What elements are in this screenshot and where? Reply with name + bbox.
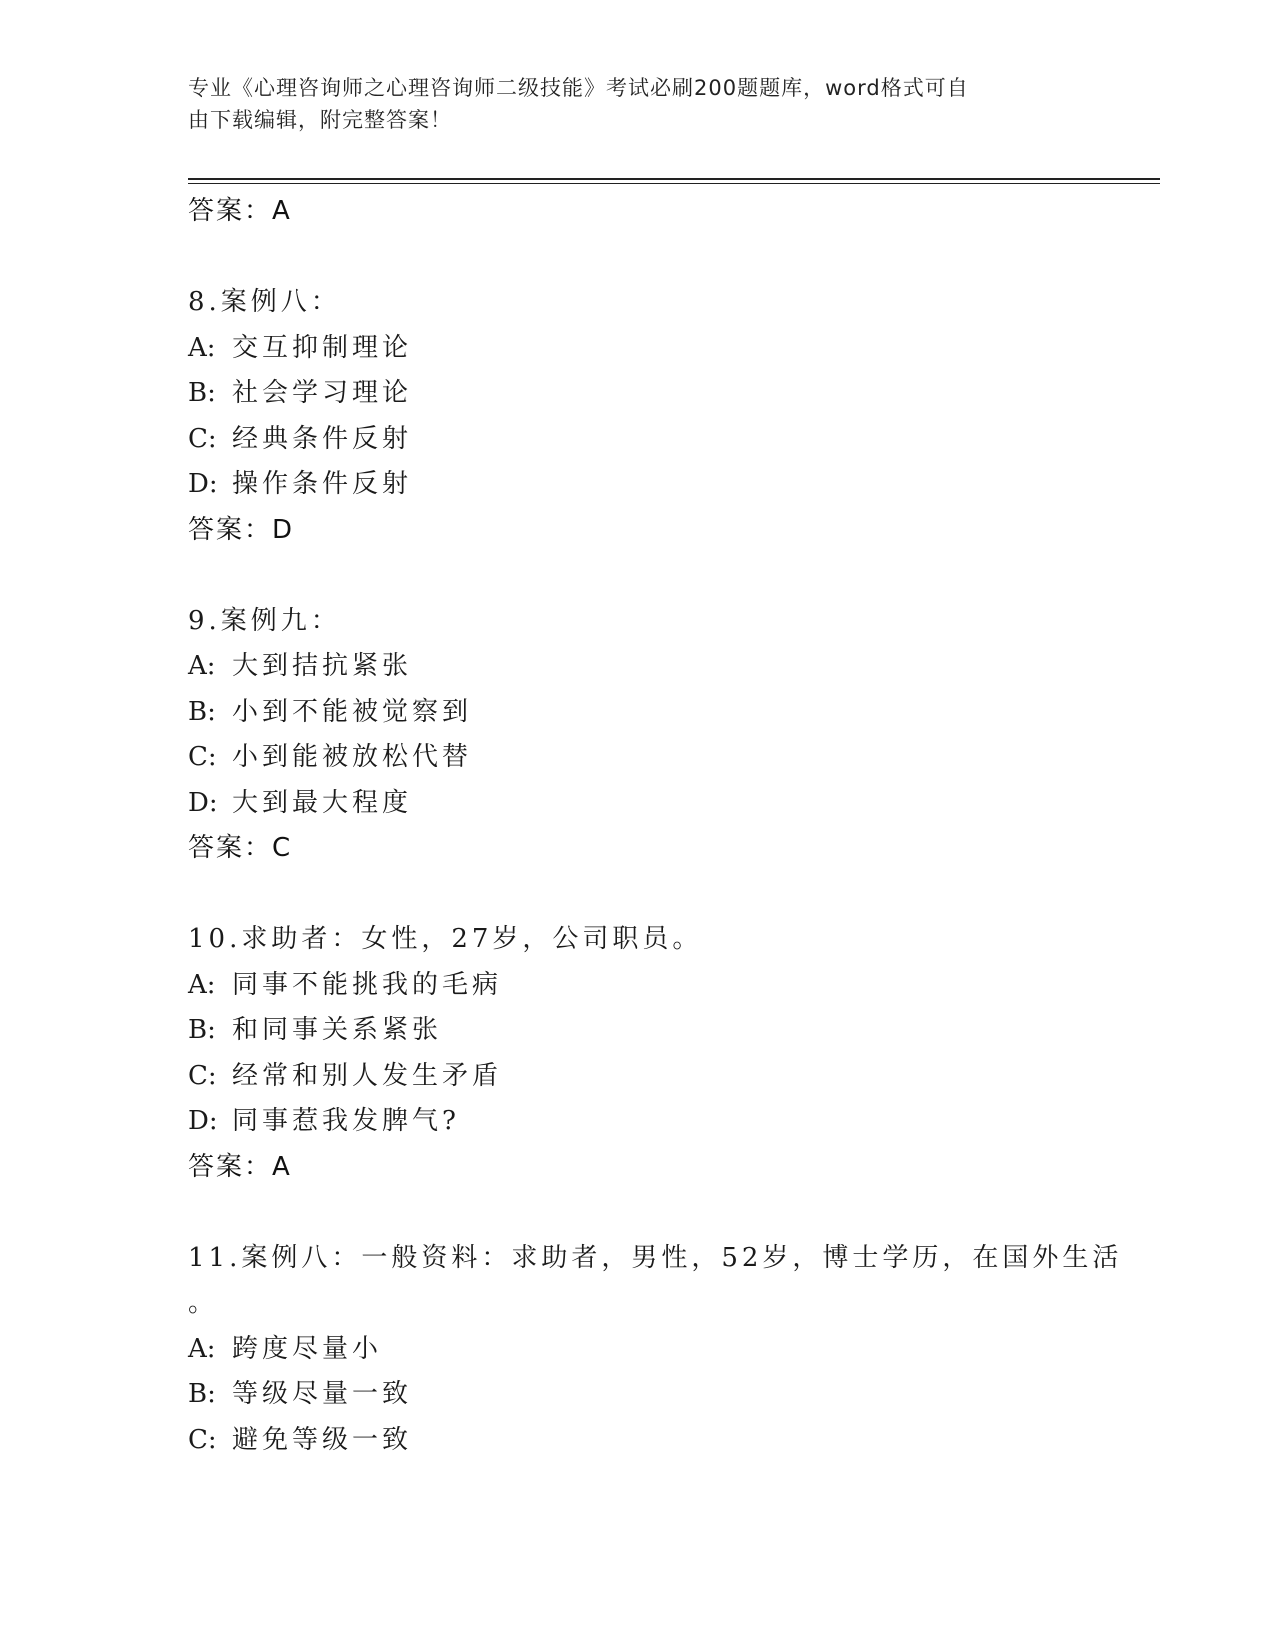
option-text: 大到拮抗紧张 (232, 651, 413, 681)
option-item (188, 1008, 1138, 1054)
answer-value: A (272, 196, 292, 226)
option-key: C: (188, 423, 217, 454)
spacer (188, 1190, 1138, 1236)
option-text: 跨度尽量小 (232, 1333, 383, 1364)
question-title-continuation: 。 (188, 1288, 219, 1318)
answer-value: A (272, 1151, 292, 1182)
header-divider-thin (188, 183, 1160, 184)
answer-line (188, 826, 1138, 872)
answer-label: 答案： (188, 833, 273, 863)
header-line-2: 由下载编辑，附完整答案！ (188, 108, 452, 132)
option-item (188, 963, 1138, 1009)
option-item (188, 735, 1138, 781)
option-text: 同事不能挑我的毛病 (232, 969, 503, 1000)
answer-line (188, 189, 1138, 235)
option-key: C: (188, 1424, 217, 1455)
option-text: 社会学习理论 (232, 378, 413, 408)
option-item (188, 1372, 1138, 1418)
option-key: B: (188, 1015, 216, 1045)
option-item (188, 1418, 1138, 1464)
option-key: D: (188, 787, 218, 818)
option-text: 和同事关系紧张 (232, 1015, 443, 1045)
question-title: 10.求助者：女性，27岁，公司职员。 (188, 924, 703, 954)
spacer (188, 553, 1138, 599)
option-item (188, 462, 1138, 508)
header-line-1: 专业《心理咨询师之心理咨询师二级技能》考试必刷200题题库，word格式可自 (188, 76, 969, 100)
option-key: B: (188, 378, 216, 408)
spacer (188, 235, 1138, 281)
option-key: C: (188, 1060, 217, 1091)
question-title: 8.案例八： (188, 287, 341, 317)
option-text: 小到不能被觉察到 (232, 696, 473, 727)
option-item (188, 781, 1138, 827)
question-title: 9.案例九： (188, 605, 341, 636)
option-item (188, 326, 1138, 372)
option-text: 同事惹我发脾气? (232, 1106, 460, 1136)
option-text: 小到能被放松代替 (232, 742, 473, 772)
option-key: B: (188, 1379, 216, 1409)
answer-value: C (272, 833, 293, 863)
option-text: 经典条件反射 (232, 423, 413, 454)
option-key: A: (188, 651, 216, 681)
answer-value: D (272, 514, 295, 545)
option-item (188, 371, 1138, 417)
option-text: 交互抑制理论 (232, 332, 413, 363)
option-key: A: (188, 332, 216, 363)
option-text: 等级尽量一致 (232, 1379, 413, 1409)
document-header (188, 72, 1088, 136)
option-key: C: (188, 742, 217, 772)
answer-label: 答案： (188, 196, 273, 226)
answer-label: 答案： (188, 1151, 273, 1182)
option-item (188, 417, 1138, 463)
option-key: D: (188, 469, 218, 499)
option-item (188, 690, 1138, 736)
question-title: 11.案例八：一般资料：求助者，男性，52岁，博士学历，在国外生活 (188, 1242, 1123, 1273)
header-divider-thick (188, 178, 1160, 180)
answer-label: 答案： (188, 514, 273, 545)
option-key: A: (188, 1333, 216, 1364)
answer-line (188, 508, 1138, 554)
option-text: 避免等级一致 (232, 1424, 413, 1455)
option-key: B: (188, 696, 216, 727)
option-item (188, 644, 1138, 690)
option-item (188, 1327, 1138, 1373)
option-item (188, 1099, 1138, 1145)
option-text: 操作条件反射 (232, 469, 413, 499)
option-text: 大到最大程度 (232, 787, 413, 818)
option-text: 经常和别人发生矛盾 (232, 1060, 503, 1091)
question-list (188, 189, 1138, 1463)
answer-line (188, 1145, 1138, 1191)
option-key: D: (188, 1106, 218, 1136)
option-item (188, 1054, 1138, 1100)
option-key: A: (188, 969, 216, 1000)
spacer (188, 872, 1138, 918)
